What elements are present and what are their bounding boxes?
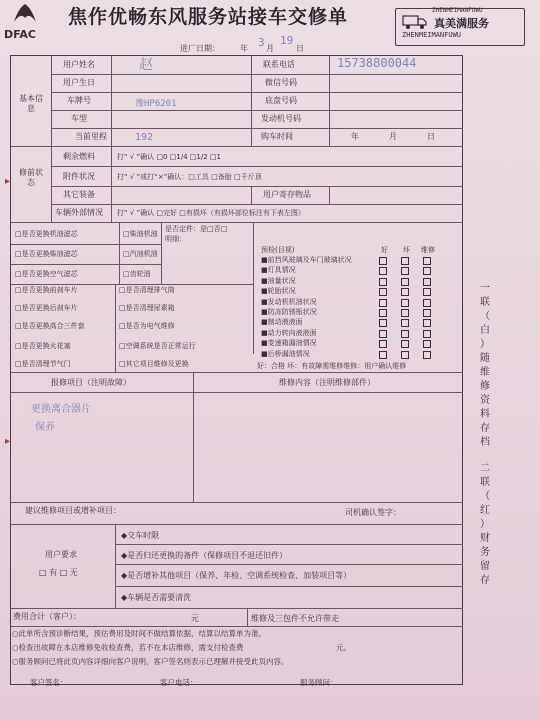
preinspect-repair-checkbox[interactable] bbox=[423, 288, 431, 296]
mileage-label: 当前里程 bbox=[75, 132, 107, 141]
preinspect-item: ■后桥漏油情况 bbox=[261, 349, 310, 358]
side-note-char: 红 bbox=[480, 505, 490, 516]
requirements-yes-no[interactable]: □ 有 □ 无 bbox=[39, 568, 78, 577]
date-day: 日 bbox=[296, 44, 304, 53]
suggest-label: 建议维修项目或增补项目： bbox=[25, 506, 121, 515]
col-bad: 坏 bbox=[403, 246, 410, 254]
section-repair-state: 修前状态 bbox=[19, 168, 43, 187]
preinspect-repair-checkbox[interactable] bbox=[423, 309, 431, 317]
preinspect-bad-checkbox[interactable] bbox=[401, 319, 409, 327]
form-table bbox=[10, 55, 463, 685]
brand-top-text: ZHENMEIMANFUWU bbox=[432, 7, 483, 14]
fault-value: 更换离合器片 bbox=[31, 404, 91, 415]
date-year: 年 bbox=[240, 44, 248, 53]
footer-line-3: ○服务顾问已将此页内容详细向客户说明，客户签名则表示已理解并接受此页内容。 bbox=[12, 657, 289, 666]
attach-label: 附件状况 bbox=[63, 172, 95, 181]
fault-header: 报修项目（注明故障） bbox=[51, 378, 131, 387]
buy-date-label: 购车时间 bbox=[261, 132, 293, 141]
side-note-char: （ bbox=[480, 311, 490, 322]
side-note-char: 维 bbox=[480, 367, 490, 378]
fuel-label: 剩余燃料 bbox=[63, 152, 95, 161]
preinspect-good-checkbox[interactable] bbox=[379, 351, 387, 359]
phone-value: 15738800044 bbox=[337, 56, 417, 70]
side-note-char: 料 bbox=[480, 409, 490, 420]
red-mark-2: ▸ bbox=[5, 436, 11, 447]
side-note-char: 务 bbox=[480, 547, 490, 558]
brand-en-text: ZHENMEIMANFUWU bbox=[402, 31, 462, 39]
preinspect-item: ■变速箱漏油情况 bbox=[261, 339, 317, 348]
side-note-char: 存 bbox=[480, 423, 490, 434]
preinspect-good-checkbox[interactable] bbox=[379, 330, 387, 338]
cost-unit: 元 bbox=[191, 614, 199, 623]
phone-label: 联系电话 bbox=[263, 60, 295, 69]
attach-options[interactable]: 打“ √ ”或打“×”确认：□工具 □备胎 □千斤顶 bbox=[117, 173, 262, 181]
req-delivery-time[interactable]: ◆交车时限 bbox=[121, 531, 160, 540]
wechat-label: 微信号码 bbox=[265, 78, 297, 87]
preinspect-bad-checkbox[interactable] bbox=[401, 257, 409, 265]
model-label: 车型 bbox=[71, 114, 87, 123]
preinspect-bad-checkbox[interactable] bbox=[401, 299, 409, 307]
form-title: 焦作优畅东风服务站接车交修单 bbox=[68, 6, 349, 28]
check-left-item[interactable]: □是否更换前刹车片 bbox=[15, 286, 78, 294]
check-right-item[interactable]: □是否为电气维修 bbox=[119, 322, 175, 330]
side-note-char: （ bbox=[480, 491, 490, 502]
section-basic: 基本信息 bbox=[19, 94, 43, 113]
side-note-char: 一 bbox=[480, 283, 490, 294]
req-wash[interactable]: ◆车辆是否需要清洗 bbox=[121, 593, 192, 602]
check-diesel-oil[interactable]: □柴油机油 bbox=[123, 230, 158, 238]
exterior-label: 车辆外部情况 bbox=[55, 208, 103, 217]
deposit-label: 用户寄存物品 bbox=[263, 190, 311, 199]
preinspect-item: ■防冻防锈瓶状况 bbox=[261, 308, 317, 316]
preinspect-repair-checkbox[interactable] bbox=[423, 267, 431, 275]
brand-cn-text: 真美满服务 bbox=[434, 17, 489, 30]
plate-value: 豫HP6201 bbox=[135, 99, 177, 109]
col-good: 好 bbox=[381, 246, 388, 254]
buy-year: 年 bbox=[351, 132, 359, 141]
mileage-value: 192 bbox=[135, 132, 154, 143]
preinspect-good-checkbox[interactable] bbox=[379, 319, 387, 327]
preinspect-bad-checkbox[interactable] bbox=[401, 267, 409, 275]
preinspect-good-checkbox[interactable] bbox=[379, 340, 387, 348]
col-repair: 维修 bbox=[421, 246, 435, 254]
check-air-filter[interactable]: □是否更换空气滤芯 bbox=[15, 270, 78, 278]
chassis-label: 底盘号码 bbox=[265, 96, 297, 105]
req-extra-items[interactable]: ◆是否增补其他项目（保养、年检、空调系统检查、加装项目等） bbox=[121, 571, 352, 580]
buy-day: 日 bbox=[427, 132, 435, 141]
req-return-parts[interactable]: ◆是否归还更换的备件（保修项目不退还旧件） bbox=[121, 551, 288, 560]
fuel-options[interactable]: 打“ √ ”确认 □0 □1/4 □1/2 □1 bbox=[117, 153, 221, 161]
preinspect-good-checkbox[interactable] bbox=[379, 309, 387, 317]
owner-value: 赵 bbox=[139, 57, 153, 73]
date-month: 月 bbox=[266, 44, 274, 53]
preinspect-good-checkbox[interactable] bbox=[379, 288, 387, 296]
preinspect-repair-checkbox[interactable] bbox=[423, 278, 431, 286]
date-label: 进厂日期： bbox=[180, 44, 220, 53]
preinspect-title: 预检(目视) bbox=[261, 246, 295, 254]
other-equip-label: 其它装备 bbox=[63, 190, 95, 199]
side-note-char: 资 bbox=[480, 395, 490, 406]
preinspect-repair-checkbox[interactable] bbox=[423, 351, 431, 359]
side-note-char: 联 bbox=[480, 297, 490, 308]
preinspect-item: ■轮胎状况 bbox=[261, 287, 296, 296]
preinspect-bad-checkbox[interactable] bbox=[401, 330, 409, 338]
footer-line-2: ○检查出故障在本店维修免收检查费，若不在本店维修，需支付检查费 bbox=[12, 643, 244, 652]
brand-stamp bbox=[395, 8, 525, 46]
preinspect-good-checkbox[interactable] bbox=[379, 278, 387, 286]
side-note-char: 白 bbox=[480, 325, 490, 336]
preinspect-bad-checkbox[interactable] bbox=[401, 340, 409, 348]
cost-note: 维修及三包件不允许带走 bbox=[251, 614, 339, 623]
truck-icon bbox=[402, 13, 428, 29]
check-right-item[interactable]: □是否清理尿素箱 bbox=[119, 304, 175, 312]
check-oil-filter[interactable]: □是否更换机油滤芯 bbox=[15, 230, 78, 238]
buy-month: 月 bbox=[389, 132, 397, 141]
check-left-item[interactable]: □是否更换后刹车片 bbox=[15, 304, 78, 312]
side-note-char: 二 bbox=[480, 463, 490, 474]
footer-line-1: ○此单所含预诊断结果，预估费用及时间不做结算依据，结算以结算单为准。 bbox=[12, 629, 267, 638]
dongfeng-logo-icon bbox=[10, 2, 40, 28]
preinspect-repair-checkbox[interactable] bbox=[423, 340, 431, 348]
preinspect-repair-checkbox[interactable] bbox=[423, 257, 431, 265]
preinspect-good-checkbox[interactable] bbox=[379, 257, 387, 265]
exterior-options[interactable]: 打“ √ ”确认 □完好 □有损坏（有损坏部位标注有下表左图） bbox=[117, 209, 305, 217]
preinspect-bad-checkbox[interactable] bbox=[401, 278, 409, 286]
owner-label: 用户姓名 bbox=[63, 60, 95, 69]
preinspect-legend: 好：合格 坏：有故障需维修维修：用户确认维修 bbox=[257, 362, 407, 370]
side-note-char: 随 bbox=[480, 353, 490, 364]
preinspect-item: ■动力转向液液面 bbox=[261, 328, 317, 337]
driver-sign-label: 司机确认签字： bbox=[345, 508, 401, 517]
fault-value-2: 保养 bbox=[35, 422, 55, 433]
logo-text: DFAC bbox=[4, 28, 36, 41]
preinspect-repair-checkbox[interactable] bbox=[423, 299, 431, 307]
check-diesel-filter[interactable]: □是否更换柴油滤芯 bbox=[15, 250, 78, 258]
requirements-label: 用户要求 bbox=[45, 550, 77, 559]
preinspect-item: ■发动机机油状况 bbox=[261, 297, 317, 306]
side-note-char: ） bbox=[480, 519, 490, 530]
footer-yuan: 元。 bbox=[336, 643, 351, 652]
preinspect-item: ■制动液液面 bbox=[261, 318, 303, 327]
preinspect-bad-checkbox[interactable] bbox=[401, 288, 409, 296]
preinspect-bad-checkbox[interactable] bbox=[401, 351, 409, 359]
check-right-item[interactable]: □是否清理排气筒 bbox=[119, 286, 175, 294]
red-mark-1: ▸ bbox=[5, 176, 11, 187]
preinspect-repair-checkbox[interactable] bbox=[423, 330, 431, 338]
date-hw-month: 3 bbox=[258, 36, 265, 49]
plate-label: 车牌号 bbox=[67, 96, 91, 105]
side-note-char: 联 bbox=[480, 477, 490, 488]
check-gear-oil[interactable]: □齿轮油 bbox=[123, 270, 151, 278]
side-note-second-copy bbox=[478, 462, 492, 588]
check-left-item[interactable]: □是否更换火花塞 bbox=[15, 342, 71, 350]
customer-sign-label: 客户签名： bbox=[30, 678, 68, 687]
check-left-item[interactable]: □是否更换高合三件套 bbox=[15, 322, 85, 330]
content-header: 维修内容（注明维修部件） bbox=[279, 378, 375, 387]
check-right-item[interactable]: □其它项目维修及更换 bbox=[119, 360, 189, 368]
customer-phone-label: 客户电话： bbox=[160, 678, 198, 687]
fixed-part-detail: 明细： bbox=[165, 235, 186, 243]
engine-label: 发动机号码 bbox=[261, 114, 301, 123]
check-left-item[interactable]: □是否清理节气门 bbox=[15, 360, 71, 368]
side-note-char: 存 bbox=[480, 575, 490, 586]
check-right-item[interactable]: □空调系统是否正常运行 bbox=[119, 342, 196, 350]
preinspect-good-checkbox[interactable] bbox=[379, 267, 387, 275]
date-hw-day: 19 bbox=[280, 34, 294, 47]
check-gasoline-oil[interactable]: □汽油机油 bbox=[123, 250, 158, 258]
preinspect-repair-checkbox[interactable] bbox=[423, 319, 431, 327]
preinspect-bad-checkbox[interactable] bbox=[401, 309, 409, 317]
preinspect-item: ■前挡风玻璃及车门玻璃状况 bbox=[261, 256, 352, 264]
preinspect-item: ■油量状况 bbox=[261, 276, 296, 285]
fixed-part-question[interactable]: 是否定件：是□否□ bbox=[165, 225, 228, 233]
side-note-char: 留 bbox=[480, 561, 490, 572]
birthday-label: 用户生日 bbox=[63, 78, 95, 87]
side-note-char: 修 bbox=[480, 381, 490, 392]
advisor-label: 服务顾问： bbox=[300, 678, 338, 687]
preinspect-good-checkbox[interactable] bbox=[379, 299, 387, 307]
preinspect-item: ■灯具情况 bbox=[261, 266, 296, 275]
side-note-first-copy bbox=[478, 282, 492, 450]
side-note-char: 档 bbox=[480, 437, 490, 448]
cost-label: 费用合计（客户）： bbox=[13, 612, 81, 621]
side-note-char: ） bbox=[480, 339, 490, 350]
side-note-char: 财 bbox=[480, 533, 490, 544]
